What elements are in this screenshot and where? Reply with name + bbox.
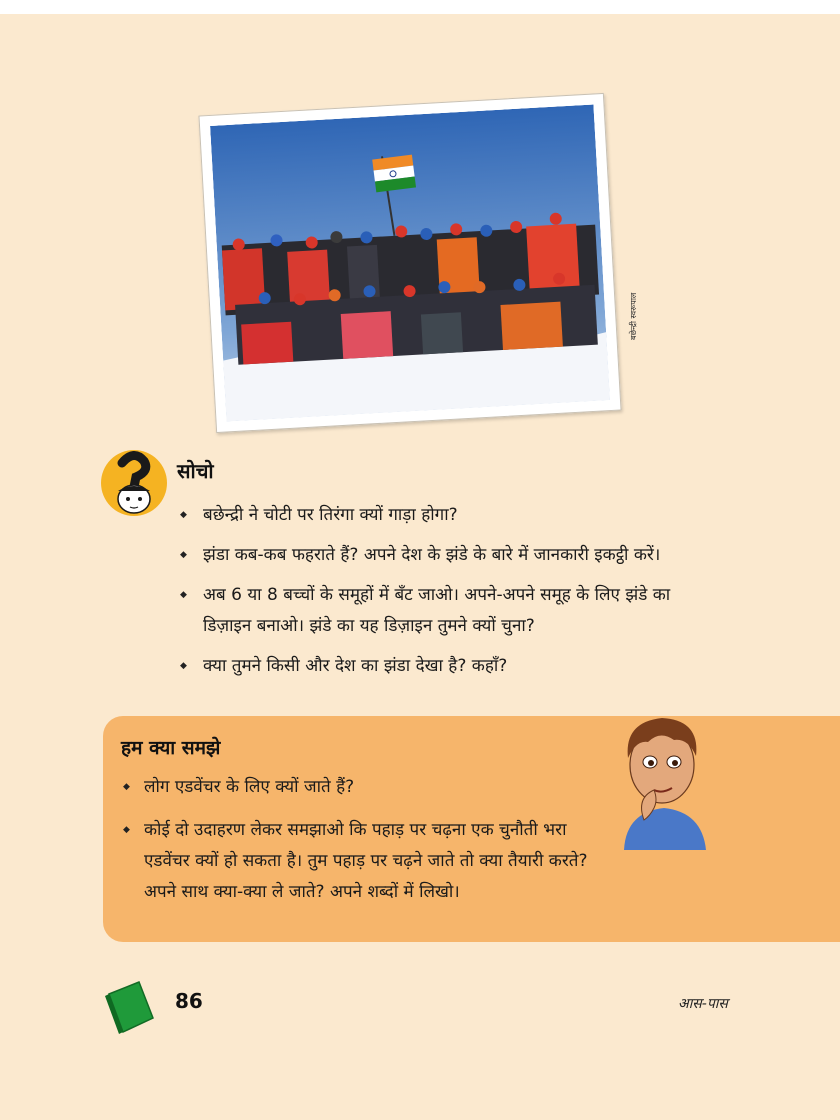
page-number: 86	[175, 989, 203, 1013]
top-strip	[0, 0, 840, 14]
diamond-bullet-icon: ◆	[180, 590, 187, 600]
diamond-bullet-icon: ◆	[123, 825, 130, 835]
green-book-icon	[101, 976, 161, 1036]
summary-question-list	[121, 772, 611, 920]
list-item	[178, 500, 718, 531]
question-text: कोई दो उदाहरण लेकर समझाओ कि पहाड़ पर चढ़ना एक चुनौती भरा एडवेंचर क्यों हो सकता है। तुम पहाड़ पर चढ़ने जाते तो क्या तैयारी करते? अपने साथ क्या-क्या ले जाते? अपने शब्दों में लिखो।	[144, 820, 588, 902]
list-item	[178, 540, 718, 571]
question-text: लोग एडवेंचर के लिए क्यों जाते हैं?	[144, 777, 355, 797]
socho-question-list	[178, 500, 718, 691]
book-name: आस-पास	[678, 996, 728, 1012]
photo-credit: बछेन्द्री स्वरूपाल	[629, 292, 638, 340]
summary-panel	[103, 716, 840, 942]
list-item	[178, 651, 718, 682]
list-item	[121, 772, 611, 803]
thinking-face-icon	[100, 447, 168, 519]
question-text: अब 6 या 8 बच्चों के समूहों में बँट जाओ। अपने-अपने समूह के लिए झंडे का डिज़ाइन बनाओ। झंडे का यह डिज़ाइन तुमने क्यों चुना?	[203, 585, 671, 636]
diamond-bullet-icon: ◆	[180, 661, 187, 671]
diamond-bullet-icon: ◆	[123, 782, 130, 792]
photo-image	[210, 105, 610, 422]
diamond-bullet-icon: ◆	[180, 510, 187, 520]
question-text: बछेन्द्री ने चोटी पर तिरंगा क्यों गाड़ा होगा?	[203, 505, 458, 525]
question-text: झंडा कब-कब फहराते हैं? अपने देश के झंडे के बारे में जानकारी इकट्ठी करें।	[203, 545, 661, 565]
list-item	[121, 815, 611, 908]
summary-heading: हम क्या समझे	[121, 737, 221, 759]
list-item	[178, 580, 718, 642]
thinking-boy-illustration	[614, 700, 714, 850]
diamond-bullet-icon: ◆	[180, 550, 187, 560]
question-text: क्या तुमने किसी और देश का झंडा देखा है? कहाँ?	[203, 656, 508, 676]
expedition-photo	[198, 93, 621, 433]
socho-heading: सोचो	[177, 459, 214, 483]
